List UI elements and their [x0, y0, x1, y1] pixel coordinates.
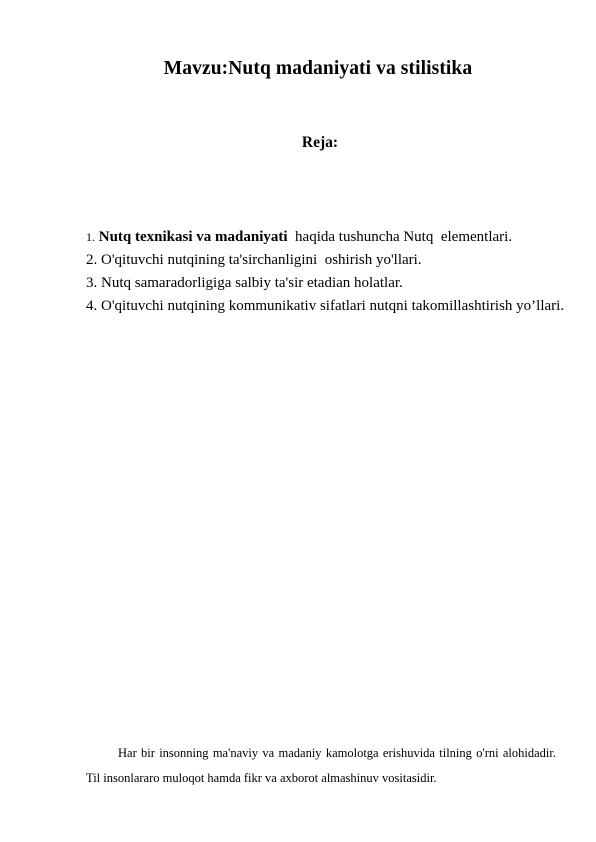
- plan-item-number: 2.: [86, 252, 98, 268]
- plan-item-2: [86, 249, 566, 272]
- body-paragraph: Har bir insonning ma'naviy va madaniy kamolotga erishuvida tilning o'rni alohidadir. Til insonlararo muloqot hamda fikr va axborot almashinuv vositasidir.: [86, 746, 556, 785]
- plan-item-text: O'qituvchi nutqining kommunikativ sifatlari nutqni takomillashtirish yo’llari.: [101, 298, 565, 314]
- plan-item-3: [86, 272, 566, 295]
- plan-item-text: haqida tushuncha Nutq elementlari.: [287, 229, 513, 245]
- plan-item-4: [86, 295, 566, 318]
- plan-item-number: 3.: [86, 275, 98, 291]
- plan-item-number: 4.: [86, 298, 98, 314]
- plan-item-text: Nutq samaradorligiga salbiy ta'sir etadian holatlar.: [101, 275, 403, 291]
- plan-item-1: [86, 226, 566, 249]
- plan-item-text: O'qituvchi nutqining ta'sirchanligini oshirish yo'llari.: [101, 252, 422, 268]
- plan-list: [86, 226, 566, 318]
- plan-item-number: 1.: [86, 230, 95, 244]
- plan-heading: Reja:: [301, 134, 339, 151]
- plan-item-bold-text: Nutq texnikasi va madaniyati: [98, 229, 288, 245]
- document-title: Mavzu:Nutq madaniyati va stilistika: [163, 58, 473, 79]
